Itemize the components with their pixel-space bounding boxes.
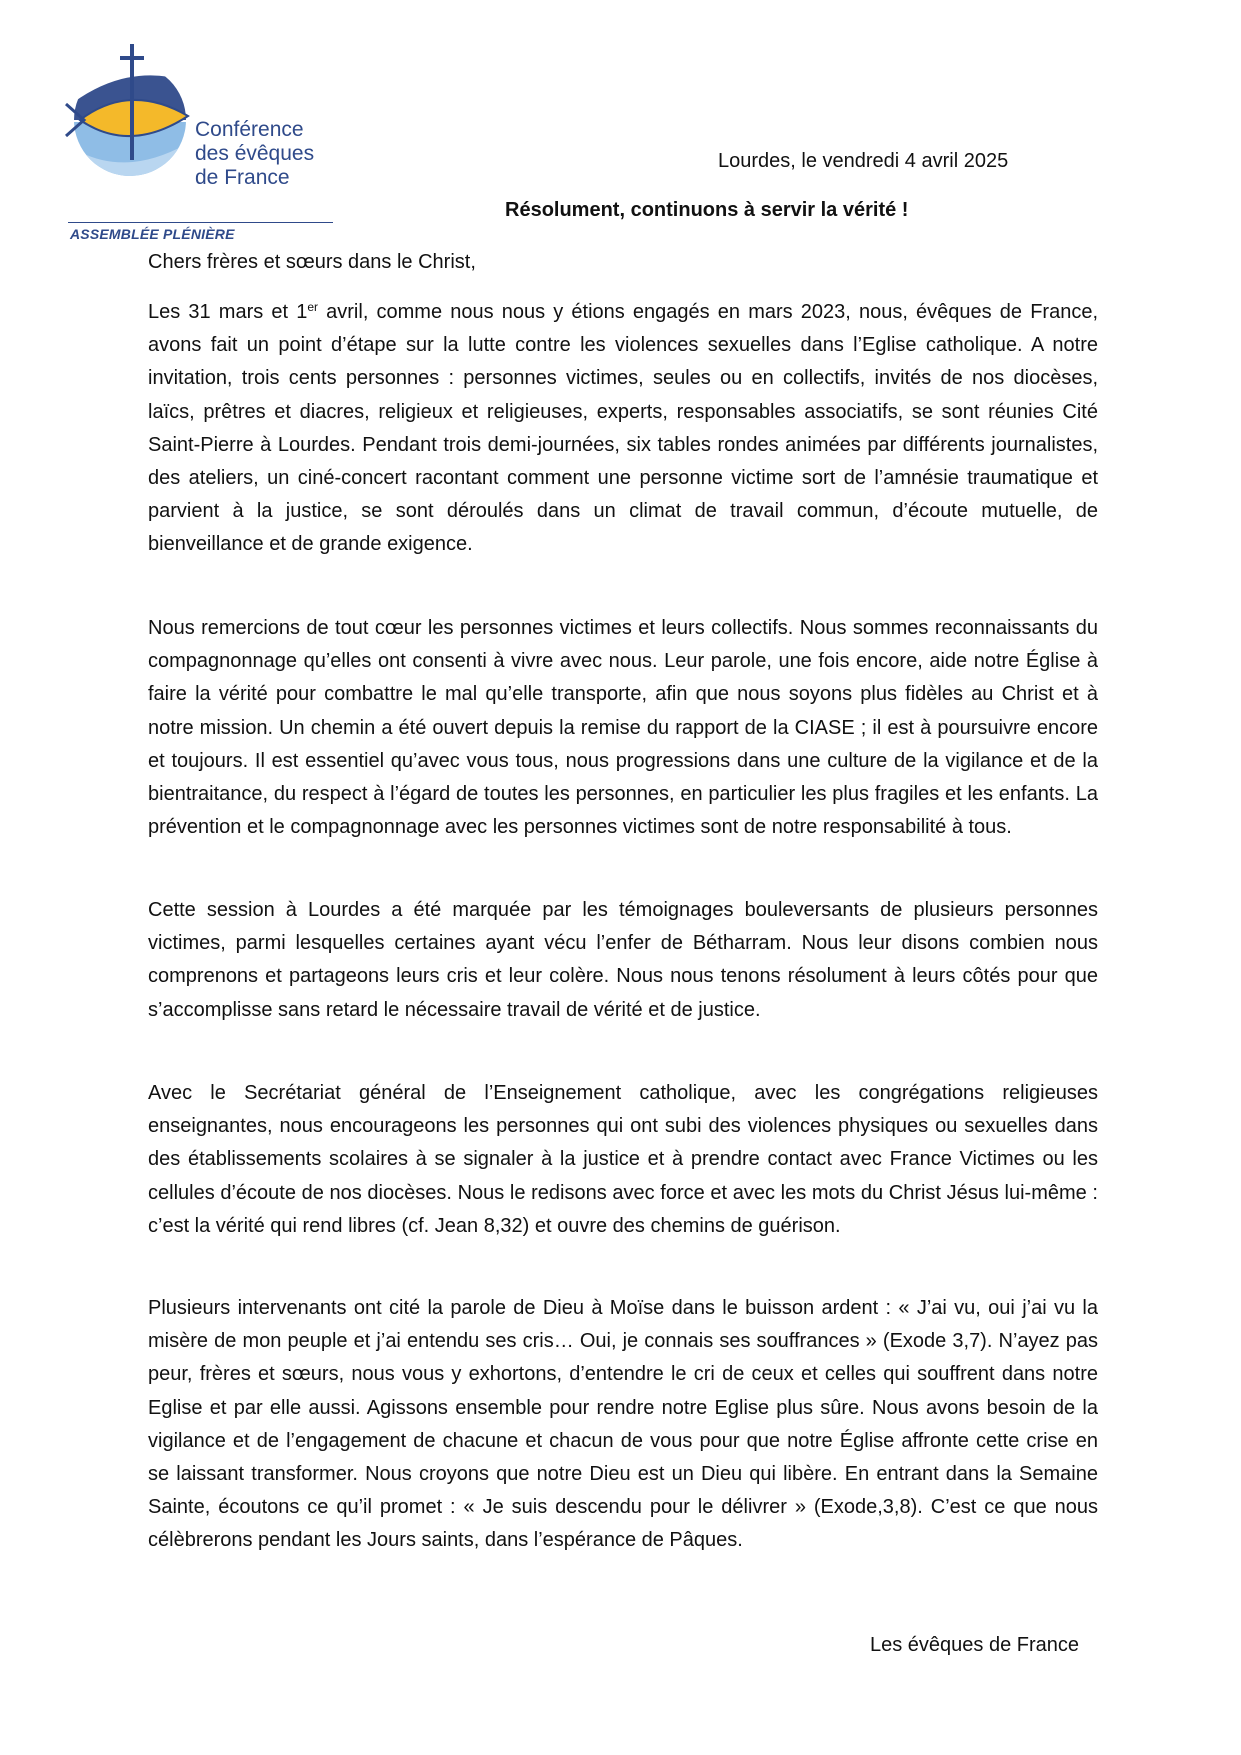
paragraph-5: Plusieurs intervenants ont cité la parole de Dieu à Moïse dans le buisson ardent : « J’ai vu, oui j’ai vu la misère de mon peuple et j’ai entendu ses cris… Oui, je connais ses souffrances » (Exode 3,7). N’ayez pas peur, frères et sœurs, nous vous y exhortons, d’entendre le cri de ceux et celles qui souffrent dans notre Eglise et par elle aussi. Agissons ensemble pour rendre notre Eglise plus sûre. Nous avons besoin de la vigilance et de l’engagement de chacune et chacun de vous pour que notre Église affronte cette crise en se laissant transformer. Nous croyons que notre Dieu est un Dieu qui libère. En entrant dans la Semaine Sainte, écoutons ce qu’il promet : « Je suis descendu pour le délivrer » (Exode,3,8). C’est ce que nous célèbrerons pendant les Jours saints, dans l’espérance de Pâques. bbox=[148, 1297, 1098, 1552]
logo-divider bbox=[68, 222, 333, 223]
signature: Les évêques de France bbox=[870, 1634, 1080, 1656]
salutation: Chers frères et sœurs dans le Christ, bbox=[148, 251, 476, 273]
letter-title: Résolument, continuons à servir la vérité ! bbox=[505, 199, 909, 221]
org-name-line-3: de France bbox=[195, 166, 290, 189]
ordinal-superscript: er bbox=[307, 300, 318, 314]
place-date: Lourdes, le vendredi 4 avril 2025 bbox=[718, 150, 1009, 172]
paragraph-4: Avec le Secrétariat général de l’Enseignement catholique, avec les congrégations religieuses enseignantes, nous encourageons les personnes qui ont subi des violences physiques ou sexuelles dans des établissements scolaires à se signaler à la justice et à prendre contact avec France Victimes ou les cellules d’écoute de nos diocèses. Nous le redisons avec force et avec les mots du Christ Jésus lui-même : c’est la vérité qui rend libres (cf. Jean 8,32) et ouvre des chemins de guérison. bbox=[148, 1082, 1098, 1237]
cef-logo bbox=[60, 42, 340, 242]
paragraph-1-rest: avril, comme nous nous y étions engagés en mars 2023, nous, évêques de France, avons fait un point d’étape sur la lutte contre les violences sexuelles dans l’Eglise catholique. A notre invitation, trois cents personnes : personnes victimes, seules ou en collectifs, invités de nos diocèses, laïcs, prêtres et diacres, religieux et religieuses, experts, responsables associatifs, se sont réunies Cité Saint-Pierre à Lourdes. Pendant trois demi-journées, six tables rondes animées par différents journalistes, des ateliers, un ciné-concert racontant comment une personne victime sort de l’amnésie traumatique et parvient à la justice, se sont déroulés dans un climat de travail commun, d’écoute mutuelle, de bienveillance et de grande exigence. bbox=[148, 301, 1098, 556]
paragraph-1-lead: Les 31 mars et 1 bbox=[148, 301, 308, 323]
paragraph-2: Nous remercions de tout cœur les personnes victimes et leurs collectifs. Nous sommes reconnaissants du compagnonnage qu’elles ont consenti à vivre avec nous. Leur parole, une fois encore, aide notre Église à faire la vérité pour combattre le mal qu’elle transporte, afin que nous soyons plus fidèles au Christ et à notre mission. Un chemin a été ouvert depuis la remise du rapport de la CIASE ; il est à poursuivre encore et toujours. Il est essentiel qu’avec vous tous, nous progressions dans une culture de la vigilance et de la bientraitance, du respect à l’égard de toutes les personnes, en particulier les plus fragiles et les enfants. La prévention et le compagnonnage avec les personnes victimes sont de notre responsabilité à tous. bbox=[148, 617, 1098, 839]
paragraph-3: Cette session à Lourdes a été marquée par les témoignages bouleversants de plusieurs personnes victimes, parmi lesquelles certaines ayant vécu l’enfer de Bétharram. Nous leur disons combien nous comprenons et partageons leurs cris et leur colère. Nous nous tenons résolument à leurs côtés pour que s’accomplisse sans retard le nécessaire travail de vérité et de justice. bbox=[148, 899, 1098, 1021]
org-name-line-1: Conférence bbox=[195, 118, 304, 141]
paragraph-1 bbox=[148, 296, 1098, 562]
org-name-line-2: des évêques bbox=[195, 142, 315, 165]
cef-emblem-icon bbox=[60, 42, 200, 182]
assembly-subtitle: ASSEMBLÉE PLÉNIÈRE bbox=[70, 226, 235, 242]
